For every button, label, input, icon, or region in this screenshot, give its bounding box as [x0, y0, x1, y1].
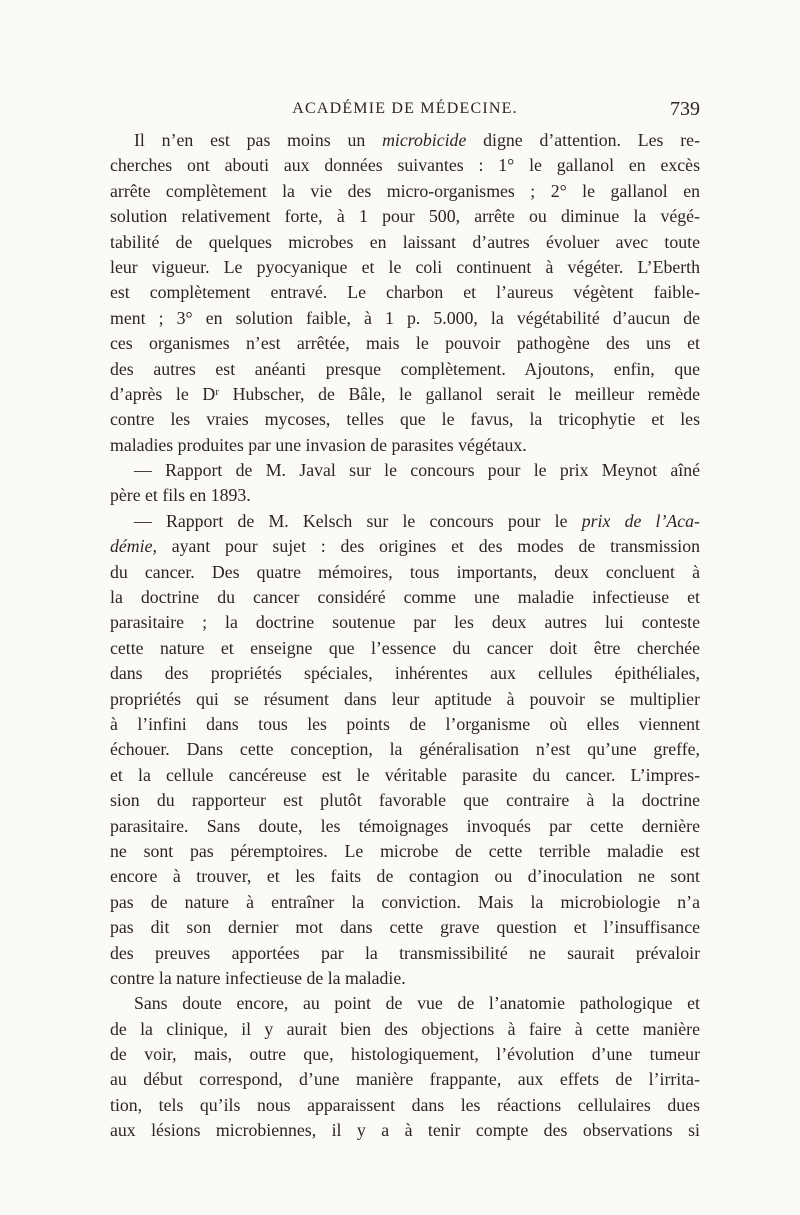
text-line: la doctrine du cancer considéré comme une maladie infectieuse et: [110, 587, 700, 608]
text-line: des autres est anéanti presque complètement. Ajoutons, enfin, que: [110, 358, 700, 379]
text-line: contre les vraies mycoses, telles que le favus, la tricophytie et les: [110, 409, 700, 430]
text-line: parasitaire. Sans doute, les témoignages invoqués par cette dernière: [110, 815, 700, 836]
text-line: ne sont pas péremptoires. Le microbe de cette terrible maladie est: [110, 840, 700, 861]
text-line: à l’infini dans tous les points de l’organisme où elles viennent: [110, 713, 700, 734]
text-line: maladies produites par une invasion de parasites végétaux.: [110, 434, 527, 455]
text-line: tabilité de quelques microbes en laissant d’autres évoluer avec toute: [110, 231, 700, 252]
text-line: cette nature et enseigne que l’essence du cancer doit être cherchée: [110, 637, 700, 658]
text-line: aux lésions microbiennes, il y a à tenir compte des observations si: [110, 1120, 700, 1141]
text-line: Sans doute encore, au point de vue de l’anatomie pathologique et: [134, 993, 700, 1014]
text-line: parasitaire ; la doctrine soutenue par les deux autres lui conteste: [110, 612, 700, 633]
text-line: Il n’en est pas moins un microbicide digne d’attention. Les re-: [134, 130, 700, 150]
text-line: démie, ayant pour sujet : des origines et des modes de transmission: [110, 536, 700, 557]
text-line: père et fils en 1893.: [110, 485, 251, 506]
text-line: de la clinique, il y aurait bien des objections à faire à cette manière: [110, 1018, 700, 1039]
text-line: pas de nature à entraîner la conviction. Mais la microbiologie n’a: [110, 891, 700, 912]
text-line: sion du rapporteur est plutôt favorable que contraire à la doctrine: [110, 790, 700, 811]
running-head: [110, 98, 700, 126]
running-title: ACADÉMIE DE MÉDECINE.: [292, 100, 518, 117]
text-line: cherches ont abouti aux données suivantes : 1° le gallanol en excès: [110, 155, 700, 176]
body-text: [110, 128, 700, 1144]
text-line: et la cellule cancéreuse est le véritable parasite du cancer. L’impres-: [110, 764, 700, 785]
text-line: leur vigueur. Le pyocyanique et le coli continuent à végéter. L’Eberth: [110, 256, 700, 277]
text-line: des preuves apportées par la transmissibilité ne saurait prévaloir: [110, 942, 700, 963]
text-line: — Rapport de M. Kelsch sur le concours pour le prix de l’Aca-: [134, 510, 700, 531]
text-line: dans des propriétés spéciales, inhérentes aux cellules épithéliales,: [110, 663, 700, 684]
text-line: — Rapport de M. Javal sur le concours pour le prix Meynot aîné: [134, 460, 700, 481]
text-line: est complètement entravé. Le charbon et l’aureus végètent faible-: [110, 282, 700, 303]
text-line: encore à trouver, et les faits de contagion ou d’inoculation ne sont: [110, 866, 700, 887]
text-line: ces organismes n’est arrêtée, mais le pouvoir pathogène des uns et: [110, 333, 700, 354]
text-line: échouer. Dans cette conception, la généralisation n’est qu’une greffe,: [110, 739, 700, 760]
page-number: 739: [670, 98, 700, 120]
text-line: propriétés qui se résument dans leur aptitude à pouvoir se multiplier: [110, 688, 700, 709]
text-line: d’après le Dʳ Hubscher, de Bâle, le gallanol serait le meilleur remède: [110, 383, 700, 404]
text-line: de voir, mais, outre que, histologiquement, l’évolution d’une tumeur: [110, 1044, 700, 1065]
text-line: pas dit son dernier mot dans cette grave question et l’insuffisance: [110, 917, 700, 938]
text-line: du cancer. Des quatre mémoires, tous importants, deux concluent à: [110, 561, 700, 582]
text-line: tion, tels qu’ils nous apparaissent dans les réactions cellulaires dues: [110, 1094, 700, 1115]
text-line: au début correspond, d’une manière frappante, aux effets de l’irrita-: [110, 1069, 700, 1090]
text-line: contre la nature infectieuse de la maladie.: [110, 967, 406, 988]
text-line: ment ; 3° en solution faible, à 1 p. 5.000, la végétabilité d’aucun de: [110, 307, 700, 328]
text-line: solution relativement forte, à 1 pour 500, arrête ou diminue la végé-: [110, 206, 700, 227]
text-line: arrête complètement la vie des micro-organismes ; 2° le gallanol en: [110, 180, 700, 201]
